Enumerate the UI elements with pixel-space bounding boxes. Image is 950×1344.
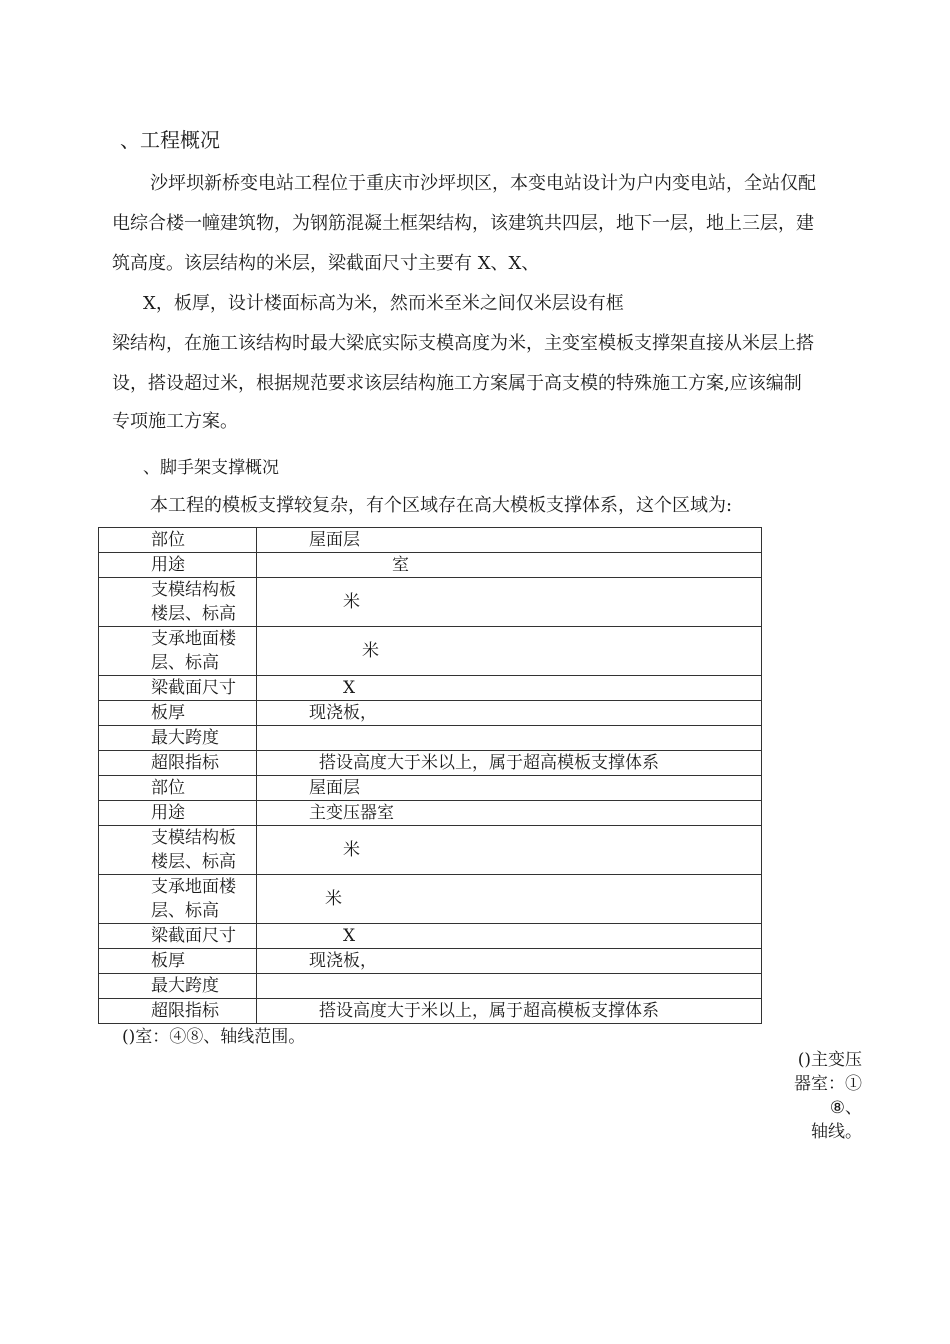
overview-line: 梁结构，在施工该结构时最大梁底实际支模高度为米，主变室模板支撑架直接从米层上搭 [112,333,814,354]
overview-line: 筑高度。该层结构的米层，梁截面尺寸主要有 X、X、 [112,253,540,274]
table-row [99,553,762,578]
overview-line: 电综合楼一幢建筑物，为钢筋混凝土框架结构，该建筑共四层，地下一层，地上三层，建 [112,213,814,234]
axis-range-note: ()室：④⑧、轴线范围。 [122,1027,306,1047]
table-row-value [257,726,762,751]
table-row-label [99,726,257,751]
table-row-label [99,974,257,999]
table-row-label [99,553,257,578]
table-row-label [99,826,257,875]
table-row-label-text: 支承地面楼层、标高 [151,877,236,921]
table-row-label-text: 板厚 [151,703,185,723]
table-row [99,875,762,924]
table-row-label-text: 梁截面尺寸 [151,678,236,698]
table-row-label [99,676,257,701]
table-row-label [99,578,257,627]
table-row [99,726,762,751]
table-row-value: X [257,676,762,701]
table-row-label [99,999,257,1024]
table-row-value [257,974,762,999]
side-note [794,1048,862,1144]
table-row-label-text: 支模结构板楼层、标高 [151,828,236,872]
section-heading-scaffold-overview: 、脚手架支撑概况 [143,458,279,478]
overview-line: 设，搭设超过米，根据规范要求该层结构施工方案属于高支模的特殊施工方案,应该编制 [112,373,802,394]
table-row-value: 屋面层 [257,528,762,553]
table-row-label [99,701,257,726]
table-row [99,801,762,826]
table-row-value: 米 [257,826,762,875]
table-row-value: 现浇板， [257,949,762,974]
table-row [99,627,762,676]
scaffold-intro: 本工程的模板支撑较复杂，有个区域存在高大模板支撑体系，这个区域为: [150,495,733,516]
table-row-value: X [257,924,762,949]
overview-line: 沙坪坝新桥变电站工程位于重庆市沙坪坝区，本变电站设计为户内变电站，全站仅配 [150,173,816,194]
table-row-label [99,801,257,826]
table-row-label-text: 部位 [151,530,185,550]
side-note-line: ()主变压 [797,1050,862,1070]
overview-line: 专项施工方案。 [112,411,238,432]
table-row-value: 屋面层 [257,776,762,801]
overview-line: X，板厚，设计楼面标高为米，然而米至米之间仅米层设有框 [143,293,624,314]
table-row-label-text: 板厚 [151,951,185,971]
table-row-value: 主变压器室 [257,801,762,826]
side-note-line: 器室：① [794,1074,862,1094]
table-row [99,676,762,701]
table-row-value: 米 [257,627,762,676]
table-row-label-text: 用途 [151,555,185,575]
table-row-label-text: 最大跨度 [151,976,219,996]
table-row-label-text: 支模结构板楼层、标高 [151,580,236,624]
side-note-line: 轴线。 [811,1122,862,1142]
table-row-label-text: 超限指标 [151,1001,219,1021]
table-row [99,776,762,801]
table-row-label [99,528,257,553]
table-row [99,528,762,553]
section-heading-project-overview: 、工程概况 [120,128,220,152]
table-row [99,751,762,776]
table-row [99,974,762,999]
table-row-label [99,875,257,924]
table-row-label [99,751,257,776]
table-row [99,924,762,949]
table-row-label-text: 支承地面楼层、标高 [151,629,236,673]
table-row-value: 米 [257,578,762,627]
table-row [99,826,762,875]
table-row-label [99,949,257,974]
table-row [99,701,762,726]
side-note-line: ⑧、 [829,1098,862,1118]
table-row [99,578,762,627]
table-row-label-text: 最大跨度 [151,728,219,748]
table-row-label-text: 梁截面尺寸 [151,926,236,946]
table-row [99,999,762,1024]
table-row-label [99,627,257,676]
table-row-value: 室 [257,553,762,578]
table-row-value: 搭设高度大于米以上，属于超高模板支撑体系 [257,999,762,1024]
formwork-spec-table-body [99,528,762,1024]
table-row-label [99,924,257,949]
table-row-value: 米 [257,875,762,924]
table-row-label [99,776,257,801]
table-row-value: 搭设高度大于米以上，属于超高模板支撑体系 [257,751,762,776]
table-row [99,949,762,974]
table-row-label-text: 超限指标 [151,753,219,773]
table-row-label-text: 部位 [151,778,185,798]
formwork-spec-table [98,527,762,1024]
table-row-label-text: 用途 [151,803,185,823]
table-row-value: 现浇板， [257,701,762,726]
